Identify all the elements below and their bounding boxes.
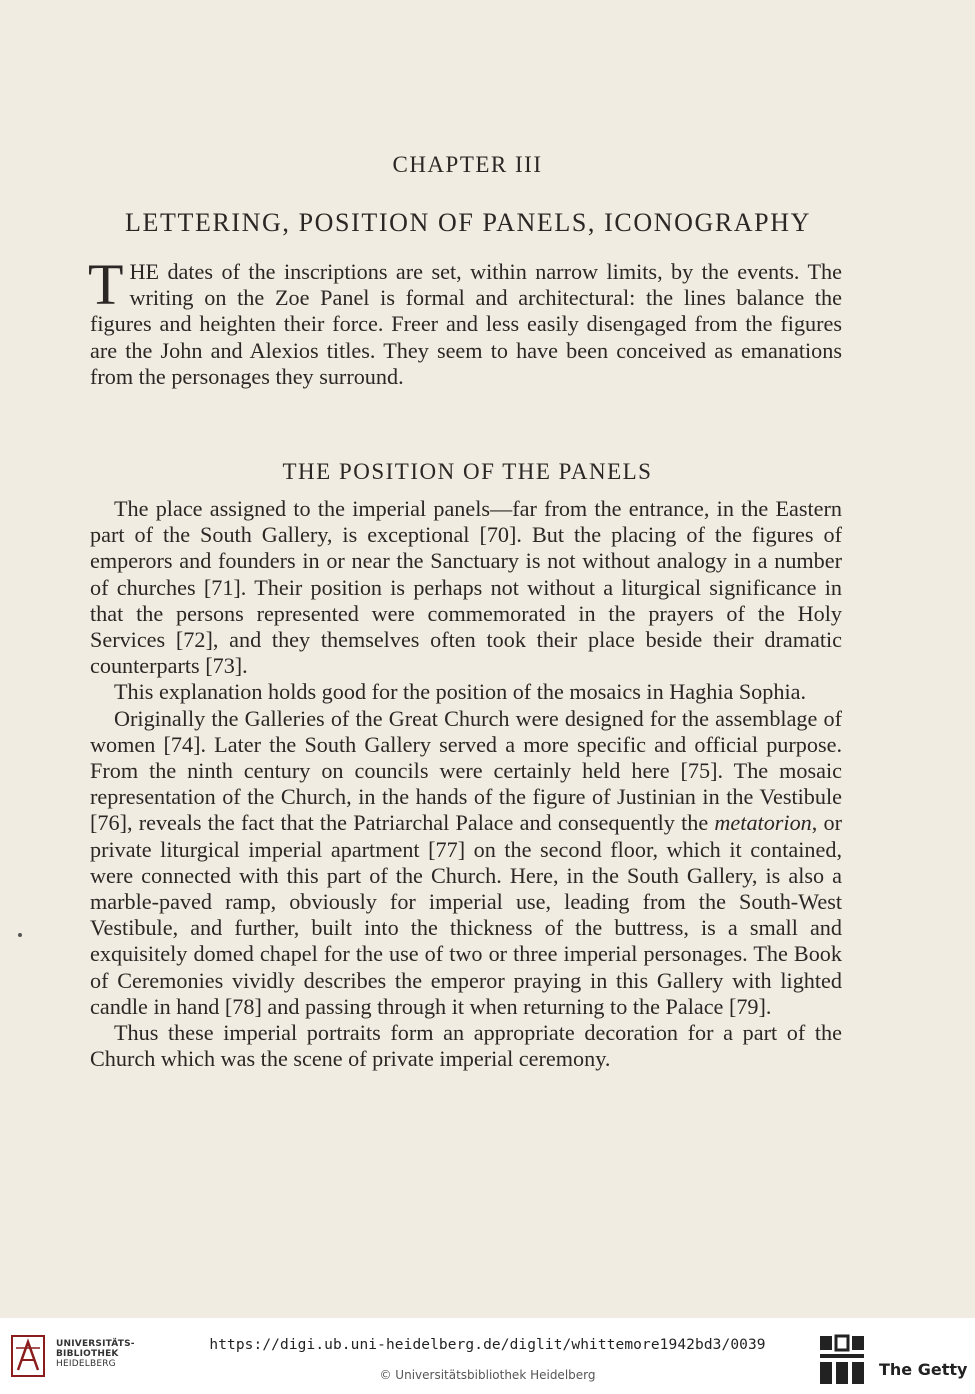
library-line-1: UNIVERSITÄTS- [56, 1339, 135, 1349]
paragraph-3-part-1: Originally the Galleries of the Great Church were designed for the assemblage of women [74]. Later the South Gallery served a more specific and official purpose. From the ninth century on councils were certainly held here [75]. The mosaic representation of the Church, in the hands of the figure of Justinian in the Vestibule [76], reveals the fact that the Patriarchal Palace and consequently the [90, 705, 842, 836]
paragraph-3 [90, 706, 842, 1020]
drop-cap: T [88, 252, 124, 317]
library-line-2: BIBLIOTHEK [56, 1349, 119, 1359]
intro-text: HE dates of the inscriptions are set, within narrow limits, by the events. The writing on the Zoe Panel is formal and architectural: the lines balance the figures and heighten their force. Freer and less easily disengaged from the figures are the John and Alexios titles. They seem to have been conceived as emanations from the personages they surround. [90, 259, 842, 389]
body-text [90, 496, 842, 1072]
footer-bar [0, 1318, 975, 1394]
paragraph-4: Thus these imperial portraits form an appropriate decoration for a part of the Church which was the scene of private imperial ceremony. [90, 1020, 842, 1072]
chapter-label: CHAPTER III [392, 152, 543, 177]
paragraph-3-part-2: , or private liturgical imperial apartment [77] on the second floor, which it contained, were connected with this part of the Church. Here, in the South Gallery, is also a marble-paved ramp, obviously for imperial use, leading from the South-West Vestibule, and further, built into the thickness of the buttress, is a small and exquisitely domed chapel for the use of two or three imperial personages. The Book of Ceremonies vividly describes the emperor praying in this Gallery with lighted candle in hand [78] and passing through it when returning to the Palace [79]. [90, 810, 843, 1019]
italic-term: metatorion [714, 810, 812, 836]
library-line-3: HEIDELBERG [56, 1359, 116, 1369]
getty-logo-icon[interactable] [818, 1334, 866, 1386]
chapter-title: LETTERING, POSITION OF PANELS, ICONOGRAPHY [125, 208, 811, 237]
section-heading: THE POSITION OF THE PANELS [282, 459, 653, 484]
paragraph-1: The place assigned to the imperial panels—far from the entrance, in the Eastern part of the South Gallery, is exceptional [70]. But the placing of the figures of emperors and founders in or near the Sanctuary is not without analogy in a number of churches [71]. Their position is perhaps not without a liturgical significance in that the persons represented were commemorated in the prayers of the Holy Services [72], and they themselves often took their place beside their dramatic counterparts [73]. [90, 496, 842, 679]
partner-name: The Getty [879, 1360, 968, 1379]
source-url-link[interactable]: https://digi.ub.uni-heidelberg.de/diglit/whittemore1942bd3/0039 [209, 1337, 766, 1353]
paragraph-2: This explanation holds good for the position of the mosaics in Haghia Sophia. [114, 679, 807, 705]
copyright-notice: © Universitätsbibliothek Heidelberg [379, 1368, 596, 1382]
margin-dot [18, 933, 22, 937]
intro-paragraph [88, 252, 842, 390]
